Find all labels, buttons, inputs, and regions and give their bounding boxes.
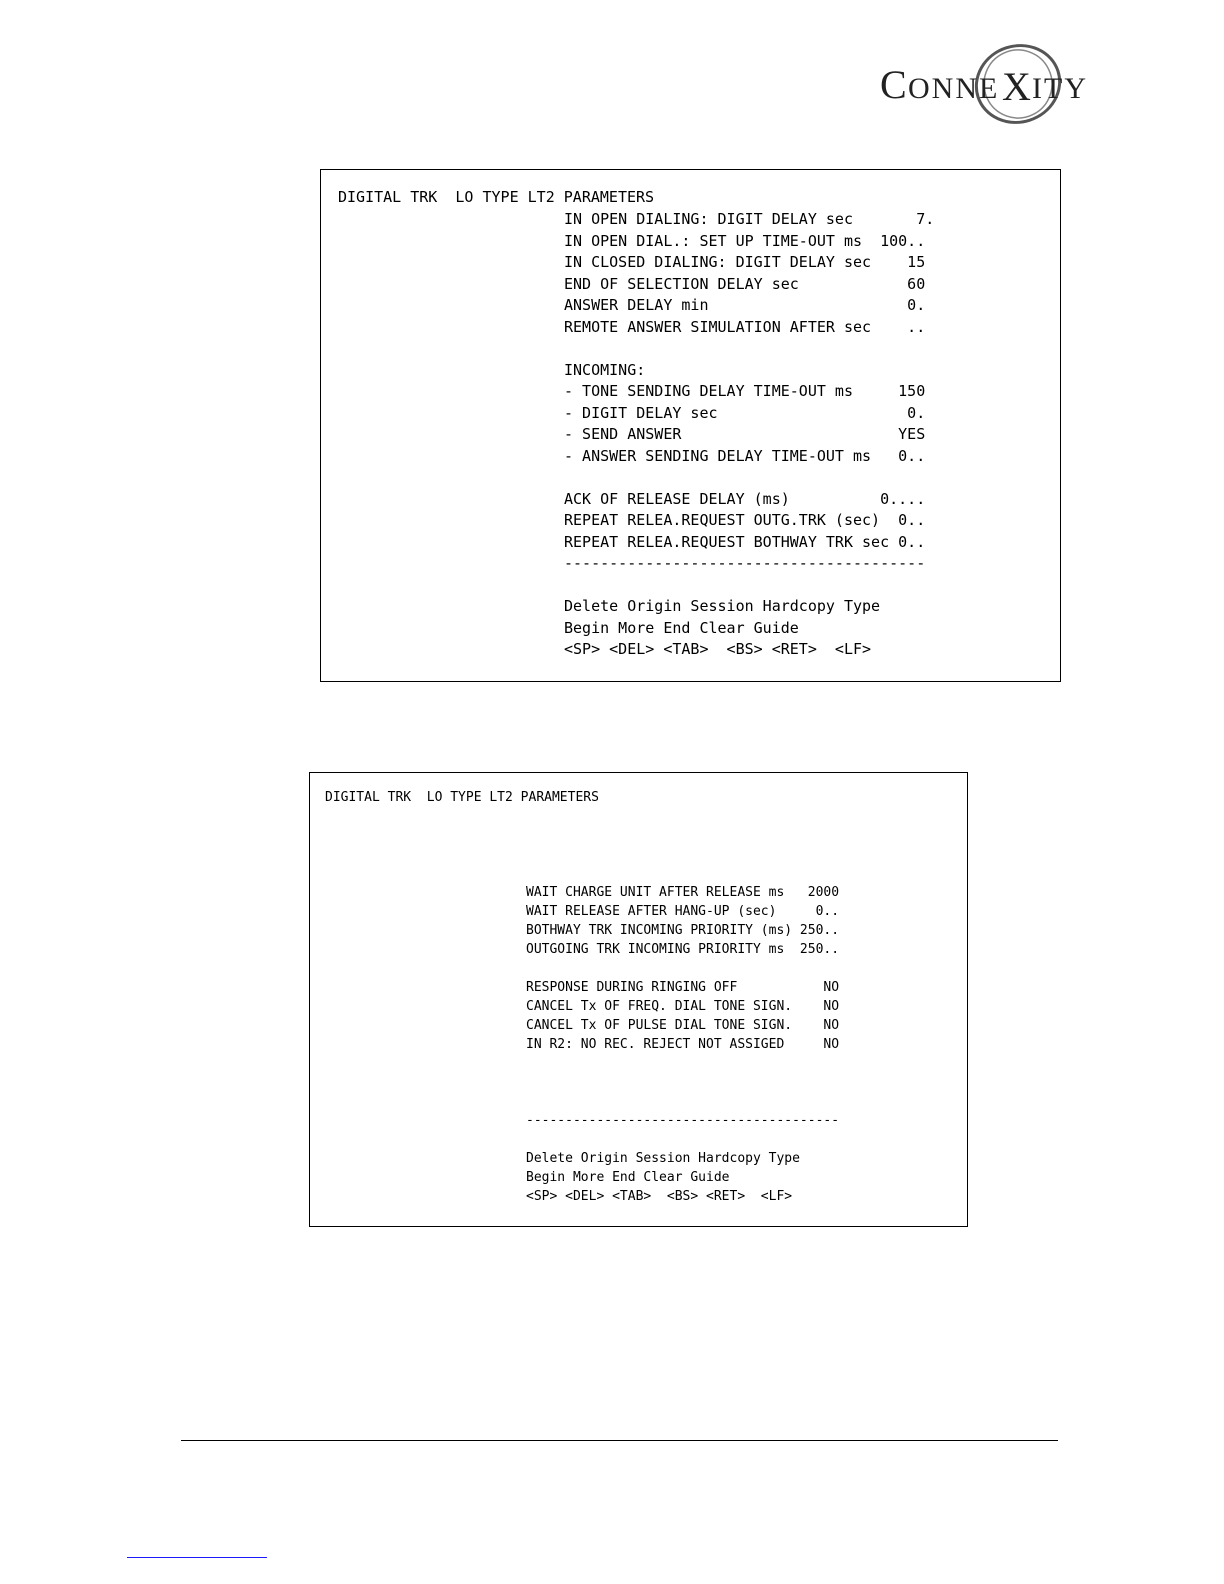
svg-text:ITY: ITY xyxy=(1032,72,1088,105)
terminal-line: CANCEL Tx OF FREQ. DIAL TONE SIGN. NO xyxy=(526,999,840,1014)
screen-title: DIGITAL TRK LO TYPE LT2 PARAMETERS xyxy=(338,188,655,206)
terminal-screen-1 xyxy=(320,169,1061,682)
parameter-list xyxy=(564,209,934,661)
svg-text:ONNE: ONNE xyxy=(908,72,1000,105)
terminal-line xyxy=(526,1130,839,1149)
screen-title: DIGITAL TRK LO TYPE LT2 PARAMETERS xyxy=(325,790,599,805)
terminal-line xyxy=(526,1092,839,1111)
terminal-line xyxy=(564,575,934,597)
terminal-line: - TONE SENDING DELAY TIME-OUT ms 150 xyxy=(564,382,926,400)
terminal-line: END OF SELECTION DELAY sec 60 xyxy=(564,274,926,293)
terminal-line: IN CLOSED DIALING: DIGIT DELAY sec 15 xyxy=(564,253,926,271)
terminal-line: Delete Origin Session Hardcopy Type xyxy=(526,1151,800,1166)
terminal-line: Begin More End Clear Guide xyxy=(564,618,799,637)
terminal-line: REPEAT RELEA.REQUEST OUTG.TRK (sec) 0.. xyxy=(564,511,926,529)
terminal-line: ---------------------------------------- xyxy=(564,554,926,572)
terminal-line xyxy=(564,467,934,489)
footer-link-underline xyxy=(127,1557,267,1558)
terminal-line: OUTGOING TRK INCOMING PRIORITY ms 250.. xyxy=(526,942,840,957)
terminal-line: IN R2: NO REC. REJECT NOT ASSIGED NO xyxy=(526,1037,840,1052)
terminal-line: Begin More End Clear Guide xyxy=(526,1170,730,1185)
terminal-line: ANSWER DELAY min 0. xyxy=(564,296,926,314)
terminal-line: BOTHWAY TRK INCOMING PRIORITY (ms) 250.. xyxy=(526,923,840,938)
terminal-line: WAIT CHARGE UNIT AFTER RELEASE ms 2000 xyxy=(526,885,840,900)
terminal-line: ---------------------------------------- xyxy=(526,1113,840,1128)
terminal-line: WAIT RELEASE AFTER HANG-UP (sec) 0.. xyxy=(526,904,840,919)
terminal-line xyxy=(564,338,934,360)
footer-divider xyxy=(181,1440,1058,1441)
terminal-line: CANCEL Tx OF PULSE DIAL TONE SIGN. NO xyxy=(526,1018,840,1033)
svg-text:X: X xyxy=(1002,64,1031,109)
terminal-line: RESPONSE DURING RINGING OFF NO xyxy=(526,980,840,995)
connexity-logo xyxy=(878,40,1088,132)
terminal-line xyxy=(526,1073,839,1092)
svg-text:C: C xyxy=(880,62,908,107)
terminal-screen-2 xyxy=(309,772,968,1227)
terminal-line: Delete Origin Session Hardcopy Type xyxy=(564,597,881,615)
terminal-line xyxy=(526,1054,839,1073)
terminal-line: <SP> <DEL> <TAB> <BS> <RET> <LF> xyxy=(526,1189,793,1204)
terminal-line xyxy=(526,959,839,978)
terminal-line: - DIGIT DELAY sec 0. xyxy=(564,403,926,422)
terminal-line: REPEAT RELEA.REQUEST BOTHWAY TRK sec 0.. xyxy=(564,532,926,551)
connexity-logo-icon xyxy=(878,40,1088,132)
terminal-line: IN OPEN DIALING: DIGIT DELAY sec 7. xyxy=(564,210,935,228)
terminal-line: INCOMING: xyxy=(564,360,646,379)
terminal-line: ACK OF RELEASE DELAY (ms) 0.... xyxy=(564,489,926,508)
parameter-list xyxy=(526,883,839,1206)
terminal-line: - SEND ANSWER YES xyxy=(564,425,926,443)
terminal-line: REMOTE ANSWER SIMULATION AFTER sec .. xyxy=(564,317,926,336)
terminal-line: - ANSWER SENDING DELAY TIME-OUT ms 0.. xyxy=(564,446,926,465)
terminal-line: IN OPEN DIAL.: SET UP TIME-OUT ms 100.. xyxy=(564,231,926,250)
terminal-line: <SP> <DEL> <TAB> <BS> <RET> <LF> xyxy=(564,640,872,658)
